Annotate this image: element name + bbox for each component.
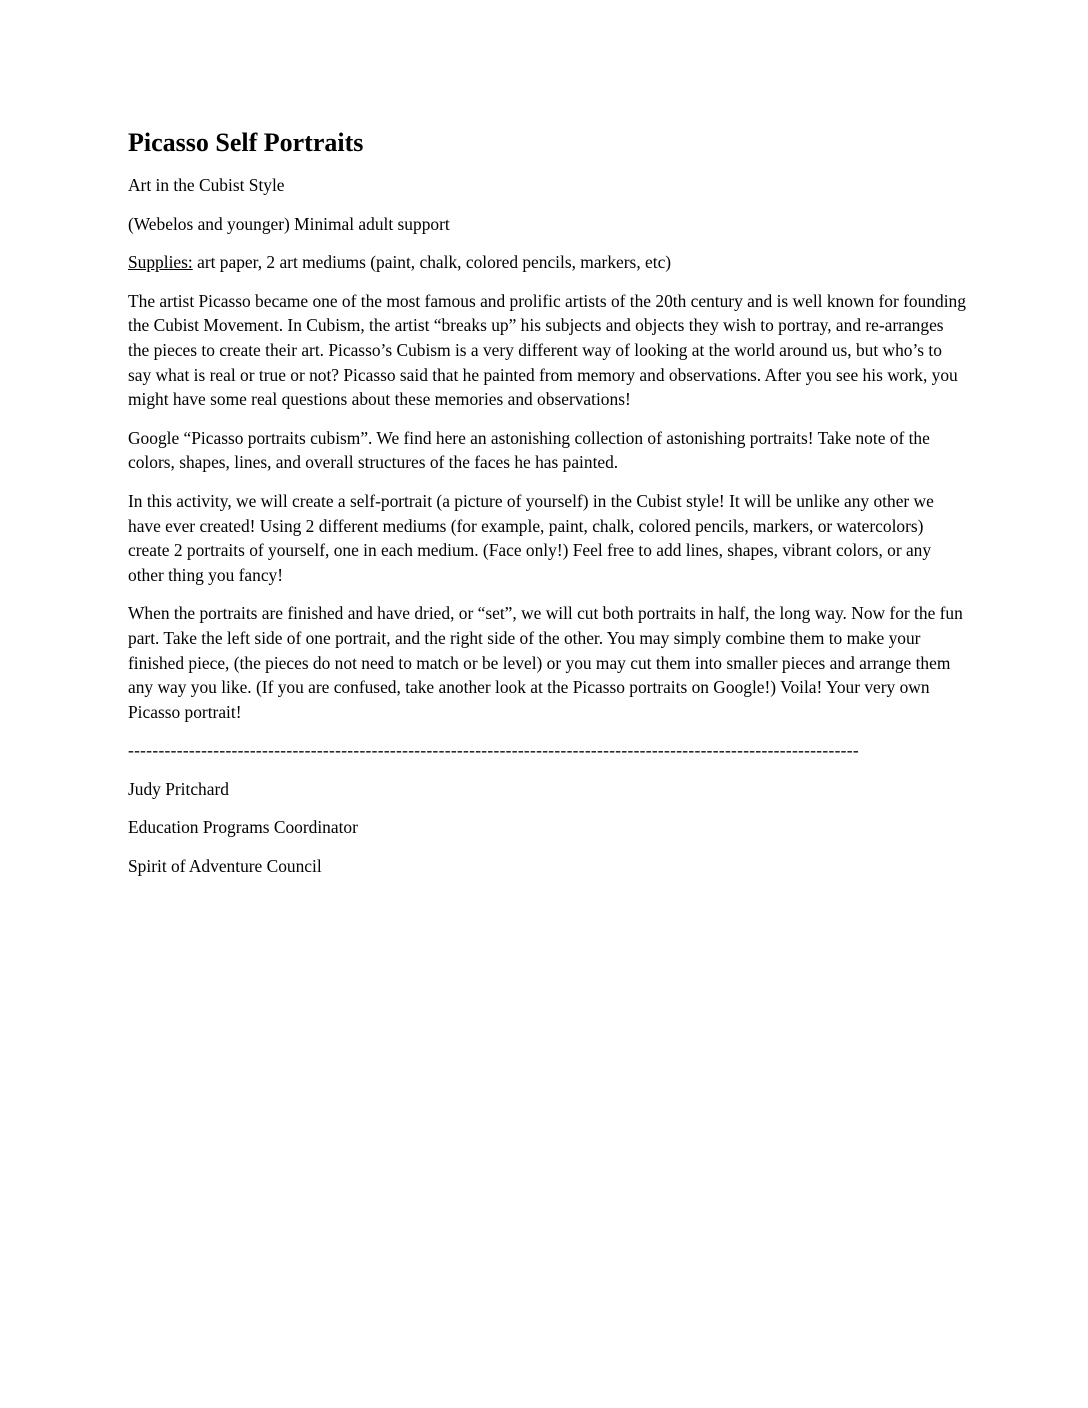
paragraph-intro: The artist Picasso became one of the most famous and prolific artists of the 20th century and is well known for founding the Cubist Movement. In Cubism, the artist “breaks up” his subjects and objects they wish to portray, and re-arranges the pieces to create their art. Picasso’s Cubism is a very different way of looking at the world around us, but who’s to say what is real or true or not? Picasso said that he painted from memory and observations. After you see his work, you might have some real questions about these memories and observations! [128, 290, 966, 410]
signature-name: Judy Pritchard [128, 778, 229, 799]
signature-organization: Spirit of Adventure Council [128, 856, 322, 877]
audience-note: (Webelos and younger) Minimal adult support [128, 213, 450, 234]
paragraph-activity: In this activity, we will create a self-portrait (a picture of yourself) in the Cubist style! It will be unlike any other we have ever created! Using 2 different mediums (for example, paint, chalk, colored pencils, markers, or watercolors) create 2 portraits of yourself, one in each medium. (Face only!) Feel free to add lines, shapes, vibrant colors, or any other thing you fancy! [128, 490, 934, 585]
divider-line: ------------------------------------------------------------------------------------------------------------------------ [128, 740, 859, 761]
supplies-line [128, 250, 968, 275]
signature-role: Education Programs Coordinator [128, 817, 358, 838]
paragraph-instructions: When the portraits are finished and have dried, or “set”, we will cut both portraits in half, the long way. Now for the fun part. Take the left side of one portrait, and the right side of the other. You may simply combine them to make your finished piece, (the pieces do not need to match or be level) or you may cut them into smaller pieces and arrange them any way you like. (If you are confused, take another look at the Picasso portraits on Google!) Voila! Your very own Picasso portrait! [128, 603, 963, 722]
page-title: Picasso Self Portraits [128, 128, 364, 157]
paragraph-google: Google “Picasso portraits cubism”. We find here an astonishing collection of astonishing portraits! Take note of the colors, shapes, lines, and overall structures of the faces he has painted. [128, 427, 930, 473]
subtitle: Art in the Cubist Style [128, 175, 285, 195]
supplies-label: Supplies: [128, 252, 193, 273]
document-page [128, 126, 968, 893]
supplies-text: art paper, 2 art mediums (paint, chalk, colored pencils, markers, etc) [192, 252, 672, 273]
